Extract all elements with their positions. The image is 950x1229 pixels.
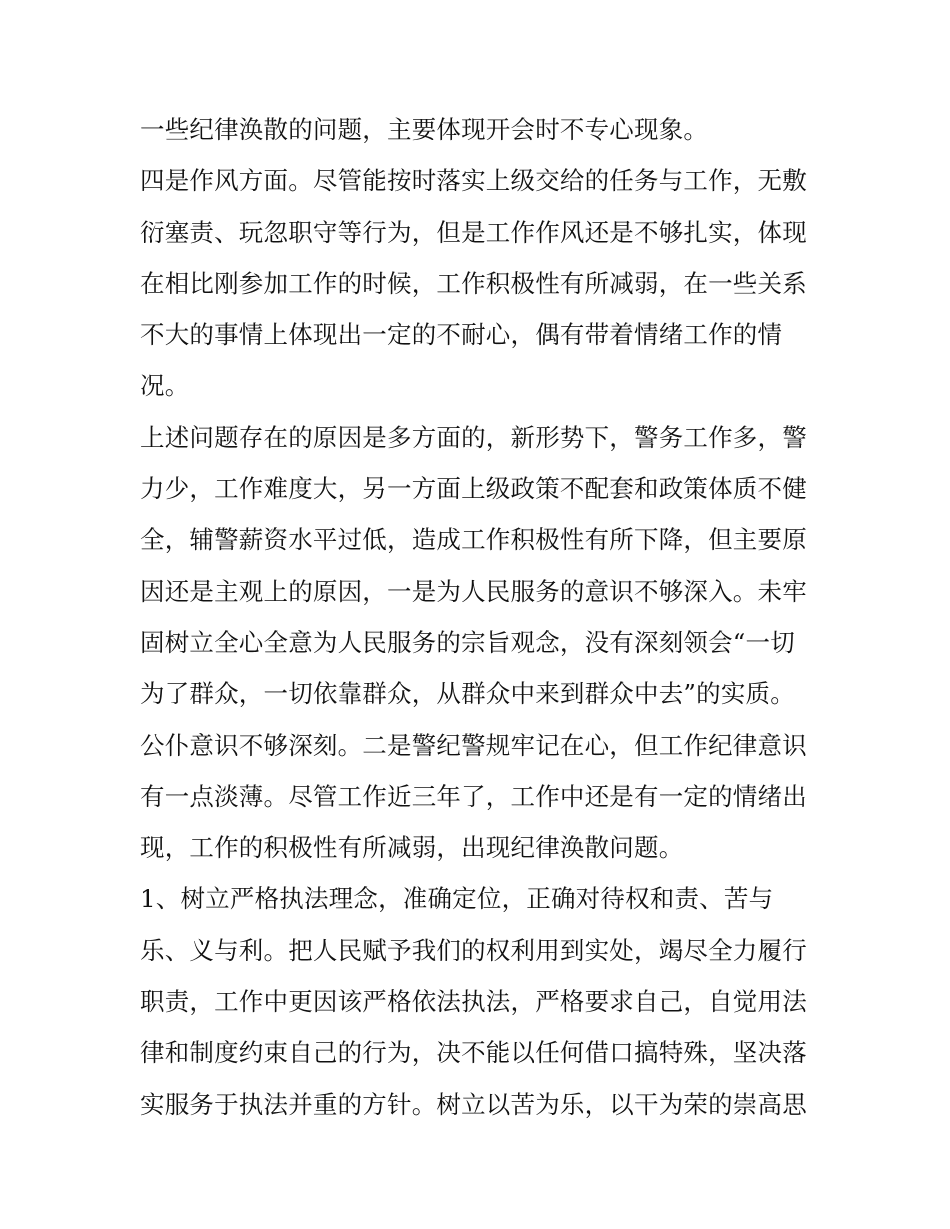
text-line: 衍塞责、玩忽职守等行为，但是工作作风还是不够扎实，体现 — [140, 217, 807, 247]
text-line: 现，工作的积极性有所减弱，出现纪律涣散问题。 — [140, 833, 684, 863]
text-line: 不大的事情上体现出一定的不耐心，偶有带着情绪工作的情 — [140, 320, 783, 350]
text-line: 1、树立严格执法理念，准确定位，正确对待权和责、苦与 — [140, 884, 774, 914]
text-line: 固树立全心全意为人民服务的宗旨观念，没有深刻领会“一切 — [140, 627, 795, 657]
text-line: 律和制度约束自己的行为，决不能以任何借口搞特殊，坚决落 — [140, 1038, 807, 1068]
text-line: 一些纪律涣散的问题，主要体现开会时不专心现象。 — [140, 115, 709, 144]
text-line: 全，辅警薪资水平过低，造成工作积极性有所下降，但主要原 — [140, 525, 807, 555]
text-line: 况。 — [140, 371, 190, 401]
text-line: 职责，工作中更因该严格依法执法，严格要求自己，自觉用法 — [140, 987, 807, 1017]
text-line: 在相比刚参加工作的时候，工作积极性有所减弱，在一些关系 — [140, 268, 807, 298]
text-line: 实服务于执法并重的方针。树立以苦为乐，以干为荣的崇高思 — [140, 1089, 807, 1119]
text-line: 有一点淡薄。尽管工作近三年了，工作中还是有一定的情绪出 — [140, 781, 807, 811]
text-line: 为了群众，一切依靠群众，从群众中来到群众中去”的实质。 — [140, 679, 795, 709]
text-line: 力少，工作难度大，另一方面上级政策不配套和政策体质不健 — [140, 474, 807, 504]
document-body — [140, 104, 820, 1130]
text-line: 乐、义与利。把人民赋予我们的权利用到实处，竭尽全力履行 — [140, 935, 807, 965]
text-line: 四是作风方面。尽管能按时落实上级交给的任务与工作，无敷 — [140, 166, 807, 196]
text-line: 公仆意识不够深刻。二是警纪警规牢记在心，但工作纪律意识 — [140, 730, 807, 760]
text-line: 因还是主观上的原因，一是为人民服务的意识不够深入。未牢 — [140, 576, 807, 606]
text-line: 上述问题存在的原因是多方面的，新形势下，警务工作多，警 — [140, 422, 807, 452]
